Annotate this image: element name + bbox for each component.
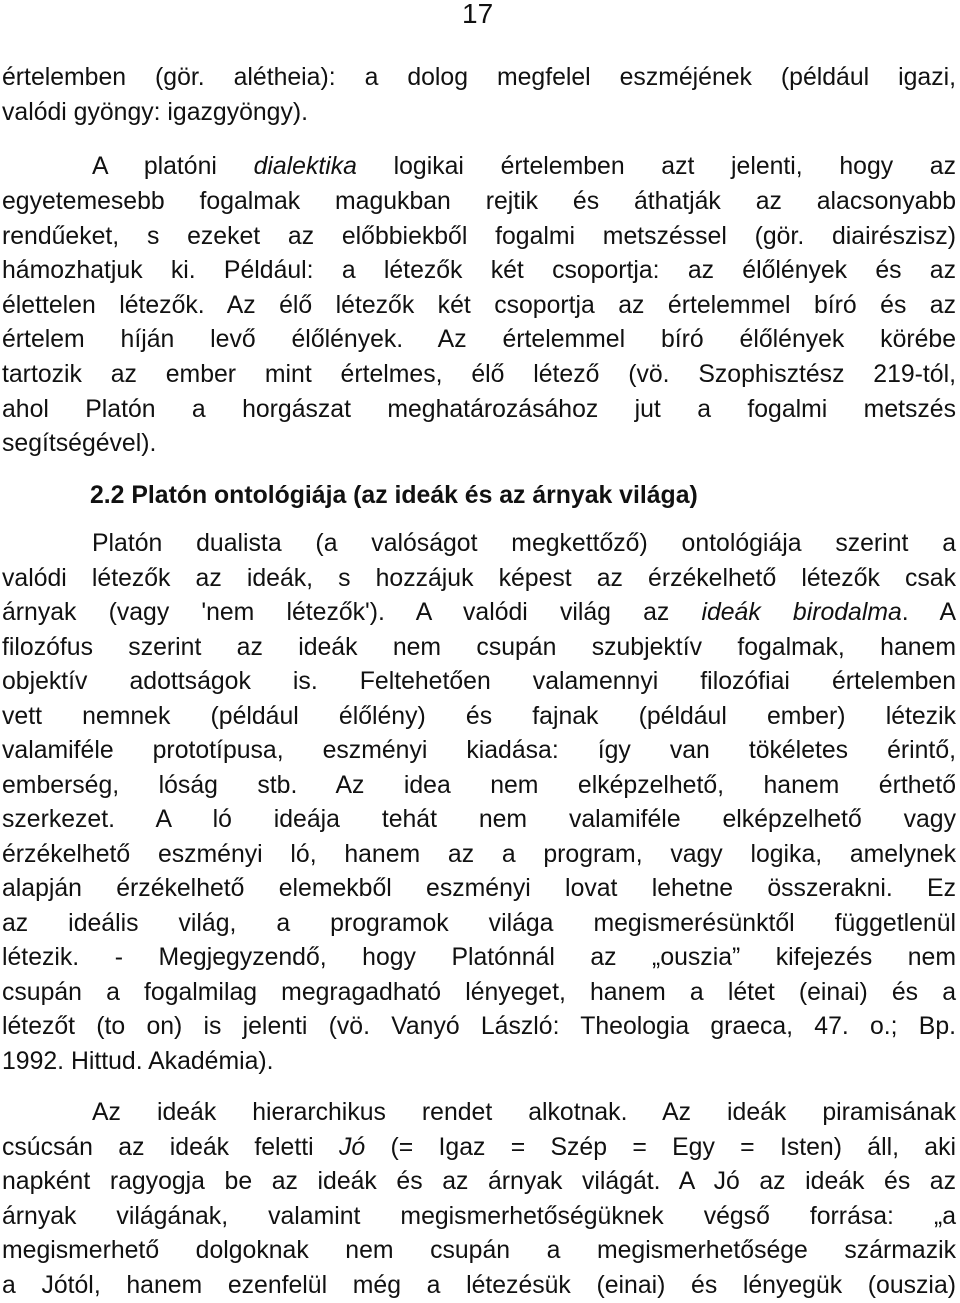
text-segment: csúcsán az ideák feletti [2, 1134, 339, 1161]
text-segment: logikai értelemben azt jelenti, hogy az [356, 153, 956, 180]
text-line [2, 700, 956, 734]
text-line [2, 769, 956, 803]
text-segment: napként ragyogja be az ideák és az árnyak világát. A Jó az ideák és az [2, 1168, 956, 1195]
text-line [2, 872, 956, 906]
text-segment: árnyak világának, valamint megismerhetőségüknek végső forrása: „a [2, 1203, 956, 1230]
text-line [2, 907, 956, 941]
text-segment: ahol Platón a horgászat meghatározásához jut a fogalmi metszés [2, 396, 956, 423]
text-line [2, 1131, 956, 1165]
text-segment: rendűeket, s ezeket az előbbiekből fogalmi metszéssel (gör. diairészisz) [2, 223, 956, 250]
text-line [2, 562, 956, 596]
text-line [2, 803, 956, 837]
text-line [2, 596, 956, 630]
text-line [2, 665, 956, 699]
text-line [2, 631, 956, 665]
text-segment: élettelen létezők. Az élő létezők két csoportja az értelemmel bíró és az [2, 292, 956, 319]
text-line [2, 254, 956, 288]
text-line [2, 185, 956, 219]
text-line [2, 1269, 956, 1303]
text-segment: vett nemnek (például élőlény) és fajnak (például ember) létezik [2, 703, 956, 730]
text-segment: valódi létezők az ideák, s hozzájuk képest az érzékelhető létezők csak [2, 565, 956, 592]
text-line [2, 220, 956, 254]
text-segment: valódi gyöngy: igazgyöngy). [2, 99, 309, 126]
text-segment: a Jótól, hanem ezenfelül még a létezésük (einai) és lényegük (ouszia) [2, 1272, 956, 1299]
text-segment: árnyak (vagy 'nem létezők'). A valódi világ az [2, 599, 702, 626]
text-segment: . A [901, 599, 957, 626]
text-segment: létezőt (to on) is jelenti (vö. Vanyó László: Theologia graeca, 47. o.; Bp. [2, 1013, 956, 1040]
text-segment: (= Igaz = Szép = Egy = Isten) áll, aki [365, 1134, 956, 1161]
section-heading: 2.2 Platón ontológiája (az ideák és az árnyak világa) [90, 482, 698, 509]
text-segment: filozófus szerint az ideák nem csupán szubjektív fogalmak, hanem [2, 634, 956, 661]
text-line [92, 1096, 956, 1130]
text-line [92, 150, 956, 184]
text-segment: alapján érzékelhető elemekből eszményi lovat lehetne összerakni. Ez [2, 875, 956, 902]
text-segment: tartozik az ember mint értelmes, élő létező (vö. Szophisztész 219-tól, [2, 361, 956, 388]
text-segment: 1992. Hittud. Akadémia). [2, 1048, 274, 1075]
text-line [92, 527, 956, 561]
text-line [2, 1200, 956, 1234]
text-segment: objektív adottságok is. Feltehetően valamennyi filozófiai értelemben [2, 668, 956, 695]
text-segment: valamiféle prototípusa, eszményi kiadása: így van tökéletes érintő, [2, 737, 956, 764]
text-line [2, 358, 956, 392]
text-segment: megismerhető dolgoknak nem csupán a megismerhetősége származik [2, 1237, 956, 1264]
text-segment: emberség, lóság stb. Az idea nem elképzelhető, hanem érthető [2, 772, 956, 799]
italic-term: ideák birodalma [701, 599, 902, 626]
text-line [2, 61, 956, 95]
text-line [2, 393, 956, 427]
text-segment: értelemben (gör. alétheia): a dolog megfelel eszméjének (például igazi, [2, 64, 956, 91]
text-segment: csupán a fogalmilag megragadható lényeget, hanem a létet (einai) és a [2, 979, 956, 1006]
text-segment: Az ideák hierarchikus rendet alkotnak. Az ideák piramisának [92, 1099, 956, 1126]
text-line [2, 976, 956, 1010]
text-segment: segítségével). [2, 430, 157, 457]
text-segment: érzékelhető eszményi ló, hanem az a program, vagy logika, amelynek [2, 841, 956, 868]
text-segment: létezik. - Megjegyzendő, hogy Platónnál az „ouszia” kifejezés nem [2, 944, 956, 971]
text-line [2, 1010, 956, 1044]
page-number: 17 [462, 0, 494, 29]
text-line [2, 96, 956, 130]
italic-term: Jó [338, 1134, 366, 1161]
text-line [2, 289, 956, 323]
text-segment: szerkezet. A ló ideája tehát nem valamiféle elképzelhető vagy [2, 806, 956, 833]
text-segment: értelem híján levő élőlények. Az értelemmel bíró élőlények körébe [2, 326, 956, 353]
text-segment: hámozhatjuk ki. Például: a létezők két csoportja: az élőlények és az [2, 257, 956, 284]
text-line [2, 1045, 956, 1079]
italic-term: dialektika [253, 153, 357, 180]
text-line [2, 838, 956, 872]
text-line [2, 941, 956, 975]
text-segment: az ideális világ, a programok világa megismerésünktől függetlenül [2, 910, 956, 937]
text-line [2, 734, 956, 768]
text-line [2, 427, 956, 461]
text-line [2, 1234, 956, 1268]
text-segment: egyetemesebb fogalmak magukban rejtik és áthatják az alacsonyabb [2, 188, 956, 215]
text-segment: A platóni [92, 153, 254, 180]
text-segment: Platón dualista (a valóságot megkettőző) ontológiája szerint a [92, 530, 956, 557]
text-line [2, 1165, 956, 1199]
text-line [2, 323, 956, 357]
